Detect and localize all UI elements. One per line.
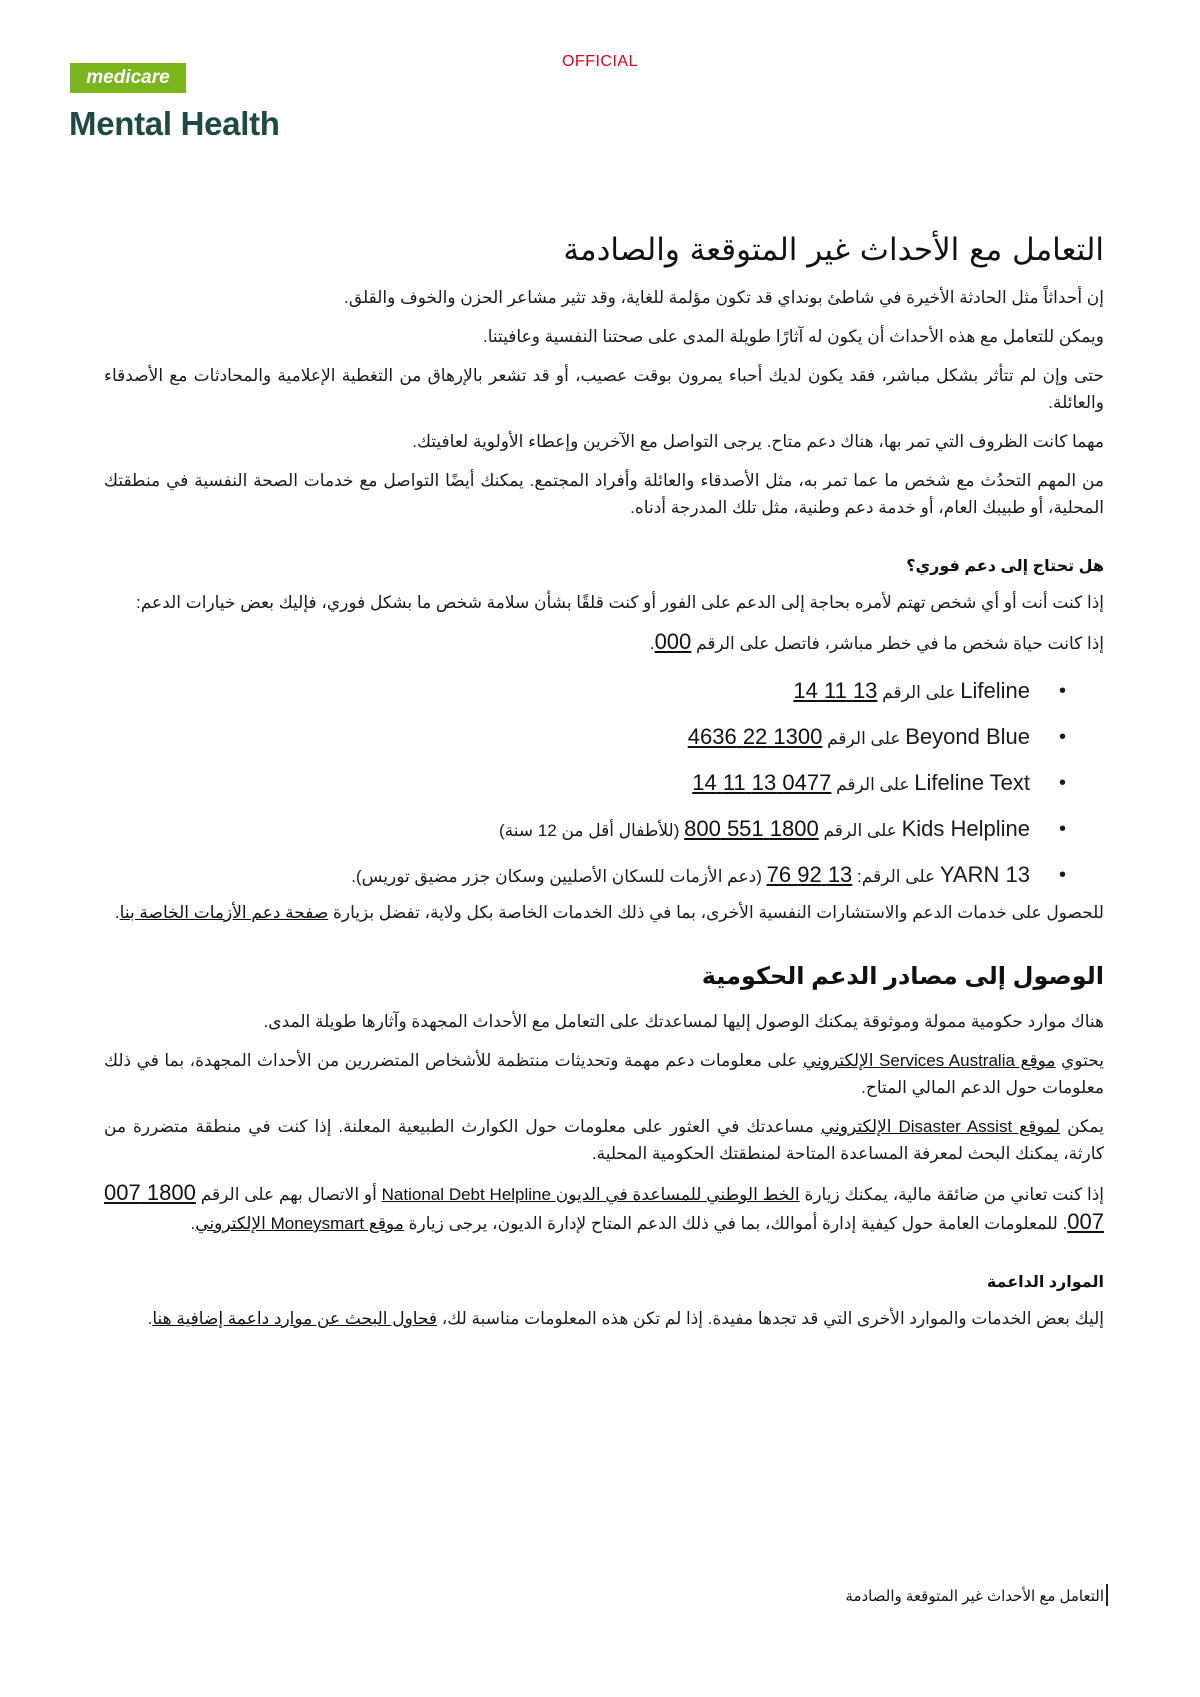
services-australia-link[interactable]: موقع Services Australia الإلكتروني bbox=[802, 1051, 1056, 1070]
emergency-paragraph: إذا كانت حياة شخص ما في خطر مباشر، فاتصل على الرقم 000. bbox=[649, 629, 1104, 654]
intro-paragraph: حتى وإن لم تتأثر بشكل مباشر، فقد يكون لديك أحباء يمرون بوقت عصيب، أو قد تشعر بالإرهاق من التغطية الإعلامية والمحادثات مع الأصدقاء والعائلة. bbox=[104, 366, 1104, 412]
hotline-item: • Lifeline Text على الرقم 0477 13 11 14 bbox=[104, 761, 1066, 807]
crisis-support-paragraph: للحصول على خدمات الدعم والاستشارات النفسية الأخرى، بما في ذلك الخدمات الخاصة بكل ولاية، تفضل بزيارة صفحة دعم الأزمات الخاصة بنا. bbox=[114, 903, 1104, 922]
page-footer: التعامل مع الأحداث غير المتوقعة والصادمة bbox=[845, 1588, 1104, 1605]
moneysmart-link[interactable]: موقع Moneysmart الإلكتروني bbox=[195, 1214, 404, 1233]
intro-paragraph: إن أحداثاً مثل الحادثة الأخيرة في شاطئ بونداي قد تكون مؤلمة للغاية، وقد تثير مشاعر الحزن والخوف والقلق. bbox=[344, 288, 1104, 307]
emergency-number-link[interactable]: 000 bbox=[654, 629, 692, 654]
lifeline-number-link[interactable]: 13 11 14 bbox=[793, 678, 878, 703]
debt-helpline-number-link[interactable]: 1800 007 007 bbox=[104, 1180, 1104, 1234]
services-australia-paragraph: يحتوي موقع Services Australia الإلكتروني على معلومات دعم مهمة وتحديثات منتظمة للأشخاص المتضررين من الأحداث المجهدة، بما في ذلك معلومات حول الدعم المالي المتاح. bbox=[104, 1051, 1104, 1097]
hotline-list bbox=[104, 669, 1104, 899]
government-intro-paragraph: هناك موارد حكومية ممولة وموثوقة يمكنك الوصول إليها لمساعدتك على التعامل مع الأحداث المجهدة وآثارها طويلة المدى. bbox=[263, 1012, 1104, 1031]
supporting-resources-paragraph: إليك بعض الخدمات والموارد الأخرى التي قد تجدها مفيدة. إذا لم تكن هذه المعلومات مناسبة لك، فحاول البحث عن موارد داعمة إضافية هنا. bbox=[147, 1309, 1104, 1328]
page-title: التعامل مع الأحداث غير المتوقعة والصادمة bbox=[563, 232, 1104, 268]
hotline-item: • Lifeline على الرقم 13 11 14 bbox=[104, 669, 1066, 715]
intro-paragraph: من المهم التحدُث مع شخص ما عما تمر به، مثل الأصدقاء والعائلة وأفراد المجتمع. يمكنك أيضًا التواصل مع خدمات الصحة النفسية في منطقتك المحلية، أو طبيبك العام، أو خدمة دعم وطنية، مثل تلك المدرجة أدناه. bbox=[104, 471, 1104, 517]
additional-resources-link[interactable]: فحاول البحث عن موارد داعمة إضافية هنا bbox=[152, 1309, 438, 1328]
lifeline-text-number-link[interactable]: 0477 13 11 14 bbox=[692, 770, 832, 795]
medicare-logo: medicare bbox=[70, 63, 186, 93]
intro-paragraph: ويمكن للتعامل مع هذه الأحداث أن يكون له آثارًا طويلة المدى على صحتنا النفسية وعافيتنا. bbox=[482, 327, 1104, 346]
government-support-heading: الوصول إلى مصادر الدعم الحكومية bbox=[701, 963, 1104, 990]
footer-divider bbox=[1106, 1584, 1108, 1606]
classification-label: OFFICIAL bbox=[561, 53, 638, 70]
supporting-resources-heading: الموارد الداعمة bbox=[986, 1274, 1104, 1291]
disaster-assist-link[interactable]: لموقع Disaster Assist الإلكتروني bbox=[820, 1117, 1061, 1136]
immediate-support-paragraph: إذا كنت أنت أو أي شخص تهتم لأمره بحاجة إلى الدعم على الفور أو كنت قلقًا بشأن سلامة شخص ما بشكل فوري، فإليك بعض خيارات الدعم: bbox=[136, 593, 1104, 612]
kids-helpline-number-link[interactable]: 1800 551 800 bbox=[684, 816, 819, 841]
immediate-support-heading: هل تحتاج إلى دعم فوري؟ bbox=[906, 558, 1104, 575]
crisis-support-link[interactable]: صفحة دعم الأزمات الخاصة بنا bbox=[119, 903, 329, 922]
hotline-item: • 13 YARN على الرقم: 13 92 76 (دعم الأزمات للسكان الأصليين وسكان جزر مضيق توريس). bbox=[104, 853, 1066, 899]
beyond-blue-number-link[interactable]: 1300 22 4636 bbox=[687, 724, 823, 749]
intro-paragraph: مهما كانت الظروف التي تمر بها، هناك دعم متاح. يرجى التواصل مع الآخرين وإعطاء الأولوية لعافيتك. bbox=[412, 432, 1104, 451]
hotline-item: • Kids Helpline على الرقم 1800 551 800 (للأطفال أقل من 12 سنة) bbox=[104, 807, 1066, 853]
debt-helpline-paragraph: إذا كنت تعاني من ضائقة مالية، يمكنك زيارة الخط الوطني للمساعدة في الديون National Debt Helpline أو الاتصال بهم على الرقم 1800 007 007. للمعلومات العامة حول كيفية إدارة أموالك، بما في ذلك الدعم المتاح لإدارة الديون، يرجى زيارة موقع Moneysmart الإلكتروني. bbox=[104, 1180, 1104, 1234]
hotline-item: • Beyond Blue على الرقم 1300 22 4636 bbox=[104, 715, 1066, 761]
disaster-assist-paragraph: يمكن لموقع Disaster Assist الإلكتروني مساعدتك في العثور على معلومات حول الكوارث الطبيعية المعلنة. إذا كنت في منطقة متضررة من كارثة، يمكنك البحث لمعرفة المساعدة المتاحة لمنطقتك الحكومية المحلية. bbox=[104, 1117, 1104, 1163]
mental-health-logo: Mental Health bbox=[69, 105, 280, 142]
yarn-number-link[interactable]: 13 92 76 bbox=[766, 862, 853, 887]
document-body bbox=[104, 228, 1104, 1344]
national-debt-helpline-link[interactable]: الخط الوطني للمساعدة في الديون National Debt Helpline bbox=[381, 1185, 800, 1204]
